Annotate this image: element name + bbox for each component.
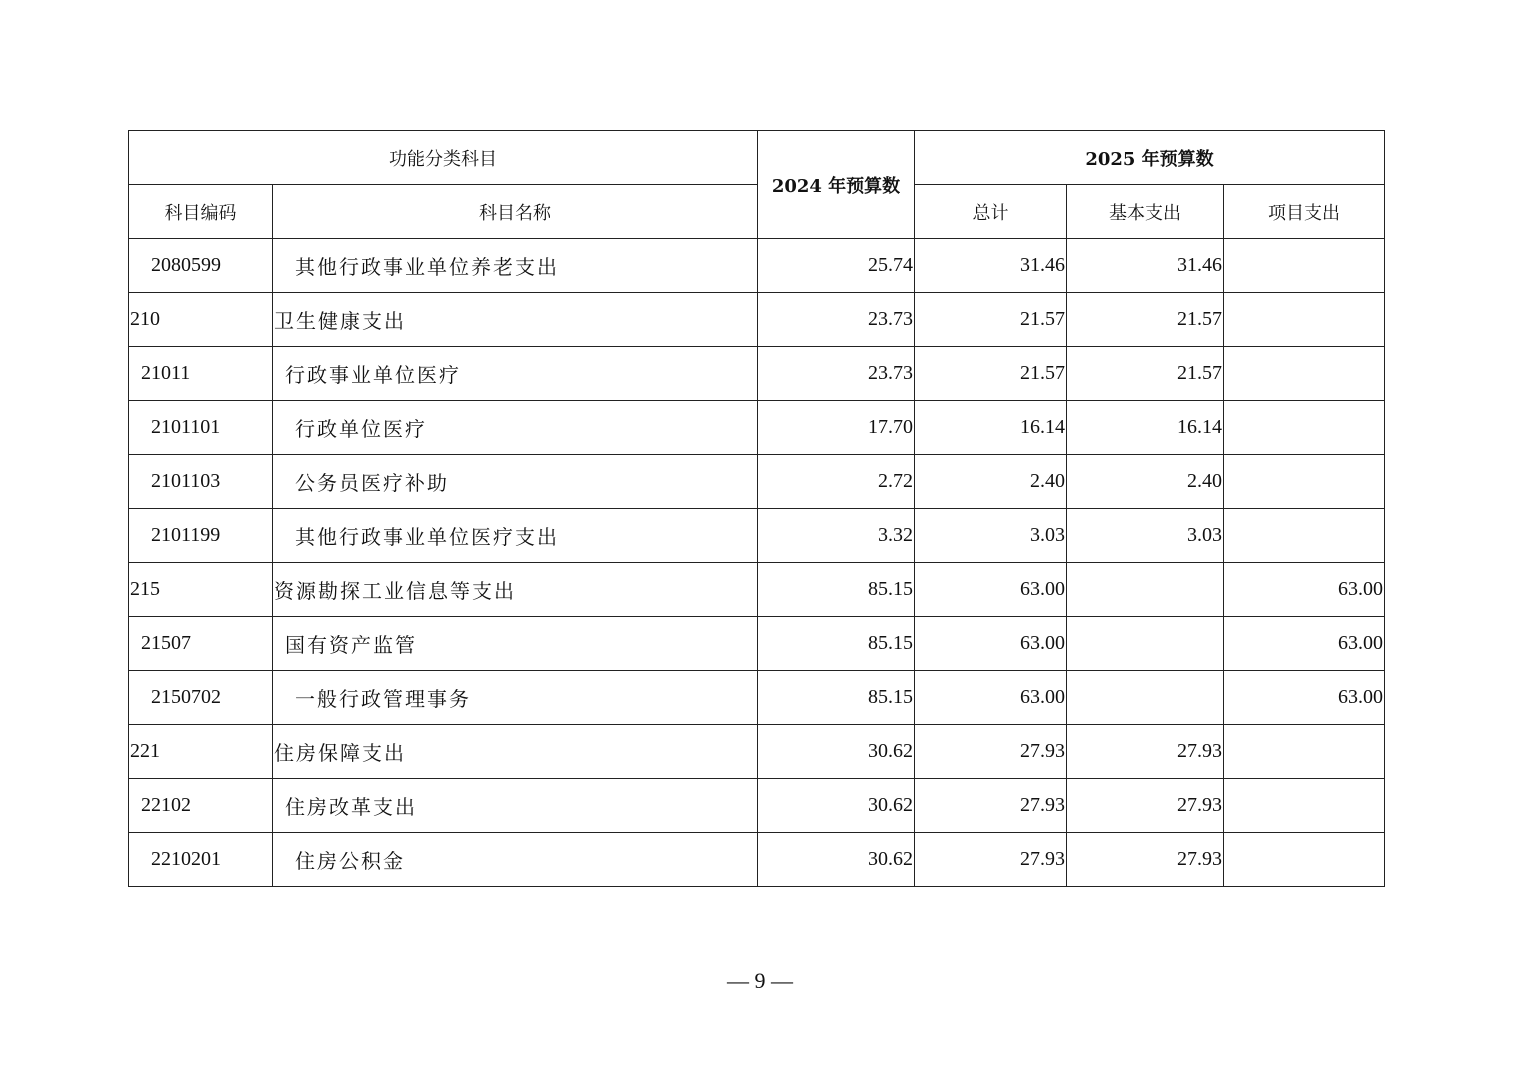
header-total: 总计 [915, 185, 1067, 239]
header-project-expenditure: 项目支出 [1224, 185, 1385, 239]
total-2025-cell: 21.57 [915, 347, 1067, 401]
budget-table [128, 130, 1385, 887]
table-row [129, 293, 1385, 347]
basic-2025-cell: 21.57 [1067, 347, 1224, 401]
total-2025-cell: 63.00 [915, 671, 1067, 725]
table-body [129, 239, 1385, 887]
total-2025-cell: 27.93 [915, 725, 1067, 779]
subject-name-cell: 公务员医疗补助 [273, 455, 758, 509]
budget-2024-cell: 2.72 [758, 455, 915, 509]
budget-2024-cell: 25.74 [758, 239, 915, 293]
total-2025-cell: 27.93 [915, 833, 1067, 887]
total-2025-cell: 16.14 [915, 401, 1067, 455]
total-2025-cell: 63.00 [915, 563, 1067, 617]
project-2025-cell [1224, 239, 1385, 293]
budget-2024-cell: 23.73 [758, 293, 915, 347]
budget-2024-cell: 23.73 [758, 347, 915, 401]
basic-2025-cell: 27.93 [1067, 779, 1224, 833]
total-2025-cell: 2.40 [915, 455, 1067, 509]
header-functional-classification: 功能分类科目 [129, 131, 758, 185]
subject-code-cell: 215 [129, 563, 273, 617]
subject-code-cell: 210 [129, 293, 273, 347]
subject-code-cell: 22102 [129, 779, 273, 833]
table-row [129, 725, 1385, 779]
project-2025-cell [1224, 347, 1385, 401]
header-budget-2024: 2024 年预算数 [758, 131, 915, 239]
subject-code-cell: 2101103 [129, 455, 273, 509]
basic-2025-cell: 2.40 [1067, 455, 1224, 509]
table-header [129, 131, 1385, 239]
budget-2024-cell: 85.15 [758, 617, 915, 671]
header-subject-code: 科目编码 [129, 185, 273, 239]
subject-name-cell: 国有资产监管 [273, 617, 758, 671]
subject-name-cell: 其他行政事业单位医疗支出 [273, 509, 758, 563]
table-row [129, 779, 1385, 833]
basic-2025-cell: 3.03 [1067, 509, 1224, 563]
subject-code-cell: 221 [129, 725, 273, 779]
total-2025-cell: 27.93 [915, 779, 1067, 833]
basic-2025-cell: 21.57 [1067, 293, 1224, 347]
subject-name-cell: 卫生健康支出 [273, 293, 758, 347]
project-2025-cell [1224, 779, 1385, 833]
table-row [129, 401, 1385, 455]
budget-2024-cell: 17.70 [758, 401, 915, 455]
subject-code-cell: 21507 [129, 617, 273, 671]
header-subject-name: 科目名称 [273, 185, 758, 239]
header-basic-expenditure: 基本支出 [1067, 185, 1224, 239]
project-2025-cell [1224, 401, 1385, 455]
subject-name-cell: 行政单位医疗 [273, 401, 758, 455]
table-row [129, 455, 1385, 509]
header-row-2 [129, 185, 1385, 239]
project-2025-cell [1224, 293, 1385, 347]
project-2025-cell: 63.00 [1224, 563, 1385, 617]
basic-2025-cell [1067, 563, 1224, 617]
basic-2025-cell: 31.46 [1067, 239, 1224, 293]
basic-2025-cell: 16.14 [1067, 401, 1224, 455]
project-2025-cell [1224, 509, 1385, 563]
table-row [129, 239, 1385, 293]
subject-name-cell: 住房保障支出 [273, 725, 758, 779]
header-row-1 [129, 131, 1385, 185]
subject-name-cell: 其他行政事业单位养老支出 [273, 239, 758, 293]
budget-2024-cell: 85.15 [758, 563, 915, 617]
subject-name-cell: 住房公积金 [273, 833, 758, 887]
table-row [129, 509, 1385, 563]
header-budget-2025: 2025 年预算数 [915, 131, 1385, 185]
subject-code-cell: 2210201 [129, 833, 273, 887]
basic-2025-cell [1067, 671, 1224, 725]
page-number: — 9 — [727, 968, 793, 993]
total-2025-cell: 21.57 [915, 293, 1067, 347]
table-row [129, 833, 1385, 887]
project-2025-cell: 63.00 [1224, 617, 1385, 671]
basic-2025-cell: 27.93 [1067, 833, 1224, 887]
table-row [129, 563, 1385, 617]
budget-2024-cell: 30.62 [758, 725, 915, 779]
total-2025-cell: 63.00 [915, 617, 1067, 671]
subject-code-cell: 2150702 [129, 671, 273, 725]
project-2025-cell: 63.00 [1224, 671, 1385, 725]
subject-name-cell: 住房改革支出 [273, 779, 758, 833]
subject-name-cell: 资源勘探工业信息等支出 [273, 563, 758, 617]
subject-name-cell: 一般行政管理事务 [273, 671, 758, 725]
budget-2024-cell: 3.32 [758, 509, 915, 563]
subject-code-cell: 21011 [129, 347, 273, 401]
basic-2025-cell [1067, 617, 1224, 671]
project-2025-cell [1224, 833, 1385, 887]
budget-2024-cell: 30.62 [758, 779, 915, 833]
total-2025-cell: 3.03 [915, 509, 1067, 563]
table-row [129, 617, 1385, 671]
total-2025-cell: 31.46 [915, 239, 1067, 293]
subject-code-cell: 2101199 [129, 509, 273, 563]
table-row [129, 671, 1385, 725]
project-2025-cell [1224, 725, 1385, 779]
subject-code-cell: 2101101 [129, 401, 273, 455]
budget-2024-cell: 30.62 [758, 833, 915, 887]
budget-2024-cell: 85.15 [758, 671, 915, 725]
subject-name-cell: 行政事业单位医疗 [273, 347, 758, 401]
basic-2025-cell: 27.93 [1067, 725, 1224, 779]
table-row [129, 347, 1385, 401]
project-2025-cell [1224, 455, 1385, 509]
subject-code-cell: 2080599 [129, 239, 273, 293]
